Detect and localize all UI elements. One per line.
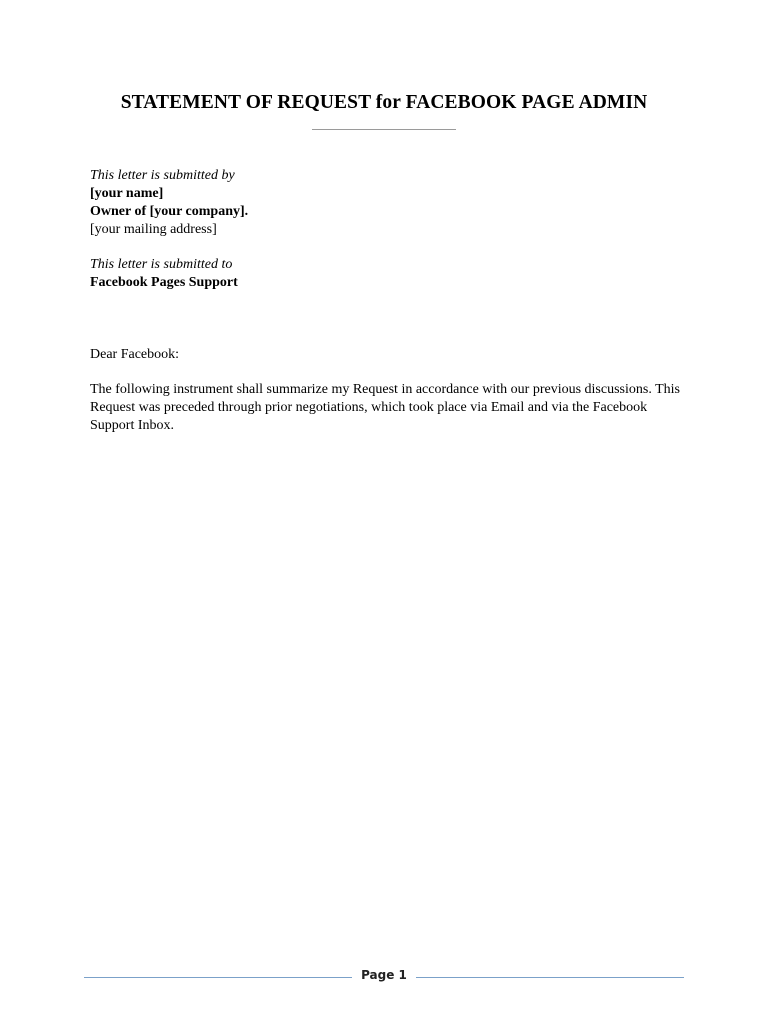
submitted-by-intro: This letter is submitted by [90, 168, 235, 183]
recipient-name: Facebook Pages Support [90, 275, 238, 290]
title-underline [312, 129, 456, 130]
footer-rule-left [84, 977, 352, 978]
page-footer [0, 966, 768, 988]
submitted-by-block [90, 167, 248, 239]
page-number: Page 1 [361, 968, 407, 982]
salutation: Dear Facebook: [90, 347, 180, 362]
document-title: STATEMENT OF REQUEST for FACEBOOK PAGE ADMIN [120, 92, 648, 113]
body-paragraph: The following instrument shall summarize my Request in accordance with our previous discussions. This Request was preceded through prior negotiations, which took place via Email and via the Facebook Support Inbox. [90, 382, 680, 433]
sender-address: [your mailing address] [90, 222, 217, 237]
footer-rule-right [416, 977, 684, 978]
body-block [90, 381, 680, 435]
submitted-to-intro: This letter is submitted to [90, 257, 233, 272]
submitted-to-block [90, 256, 238, 292]
sender-name: [your name] [90, 186, 164, 201]
sender-company: Owner of [your company]. [90, 204, 249, 219]
salutation-block [90, 346, 179, 364]
